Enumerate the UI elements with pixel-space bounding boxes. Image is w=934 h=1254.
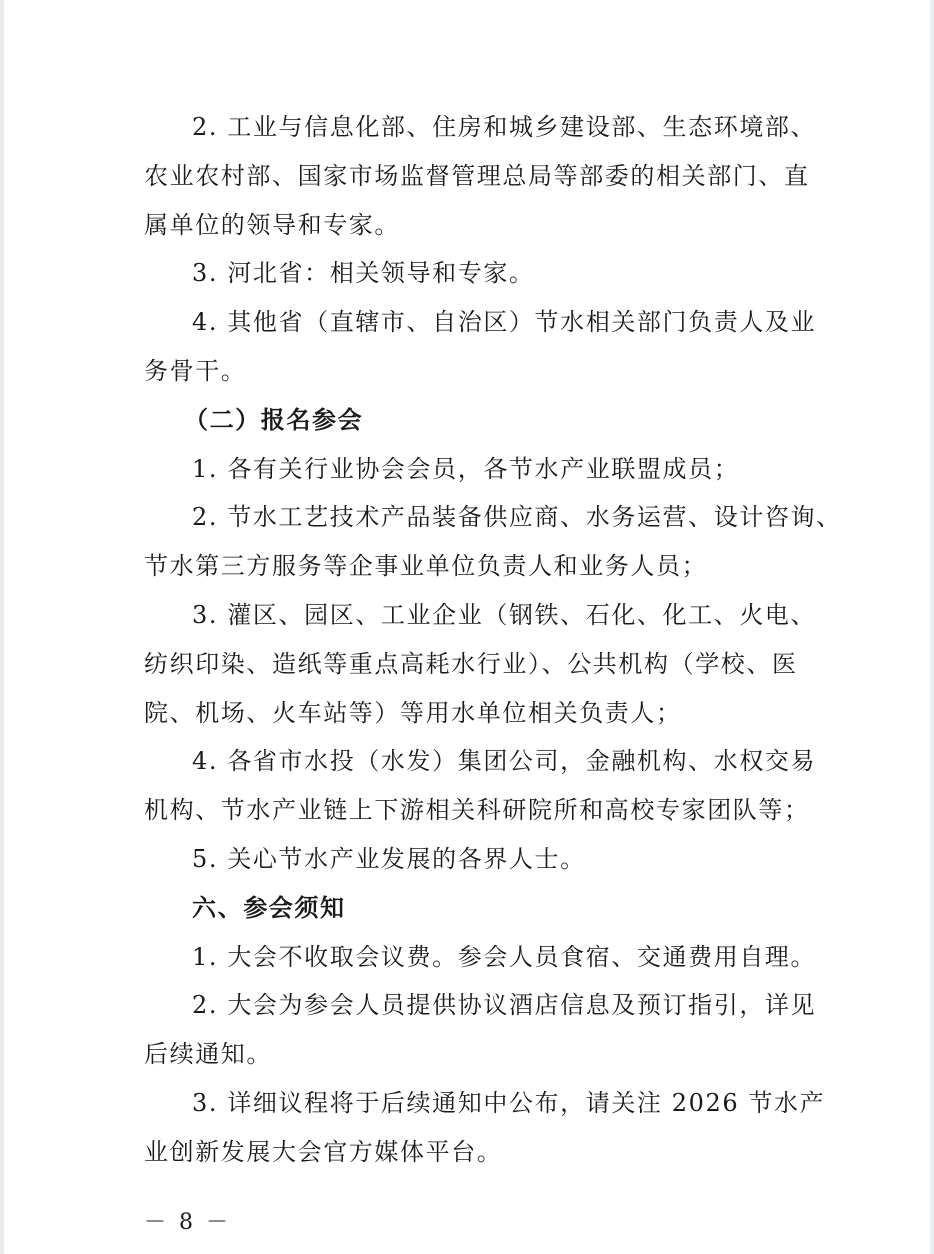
- paragraph-line: 2. 大会为参会人员提供协议酒店信息及预订指引，详见: [192, 991, 817, 1020]
- document-body: [144, 103, 842, 1177]
- section-heading-registration: （二）报名参会: [184, 405, 364, 434]
- paragraph-line: 节水第三方服务等企事业单位负责人和业务人员；: [144, 552, 708, 581]
- paragraph-line: 1. 各有关行业协会会员，各节水产业联盟成员；: [192, 454, 740, 483]
- paragraph-line: 3. 灌区、园区、工业企业（钢铁、石化、化工、火电、: [192, 600, 817, 629]
- paragraph-line: 4. 其他省（直辖市、自治区）节水相关部门负责人及业: [192, 308, 817, 337]
- paragraph-line: 3. 详细议程将于后续通知中公布，请关注 2026 节水产: [192, 1088, 826, 1117]
- section-heading-notice: 六、参会须知: [192, 893, 346, 922]
- paragraph-line: 2. 工业与信息化部、住房和城乡建设部、生态环境部、: [192, 113, 817, 141]
- page-edge-left: [0, 0, 4, 1254]
- page-number: － 8 －: [144, 1210, 231, 1235]
- page-edge-right: [930, 0, 934, 1254]
- paragraph-line: 5. 关心节水产业发展的各界人士。: [192, 844, 586, 873]
- paragraph-line: 务骨干。: [144, 356, 247, 385]
- paragraph-line: 4. 各省市水投（水发）集团公司，金融机构、水权交易: [192, 747, 817, 776]
- paragraph-line: 后续通知。: [144, 1040, 272, 1069]
- paragraph-line: 属单位的领导和专家。: [144, 210, 400, 239]
- paragraph-line: 机构、节水产业链上下游相关科研院所和高校专家团队等；: [144, 796, 810, 825]
- paragraph-line: 院、机场、火车站等）等用水单位相关负责人；: [144, 698, 682, 727]
- paragraph-line: 农业农村部、国家市场监督管理总局等部委的相关部门、直: [144, 161, 810, 190]
- paragraph-line: 3. 河北省：相关领导和专家。: [192, 259, 535, 288]
- paragraph-line: 业创新发展大会官方媒体平台。: [144, 1137, 503, 1166]
- paragraph-line: 2. 节水工艺技术产品装备供应商、水务运营、设计咨询、: [192, 503, 842, 532]
- paragraph-line: 1. 大会不收取会议费。参会人员食宿、交通费用自理。: [192, 942, 817, 971]
- paragraph-line: 纺织印染、造纸等重点高耗水行业）、公共机构（学校、医: [144, 649, 798, 678]
